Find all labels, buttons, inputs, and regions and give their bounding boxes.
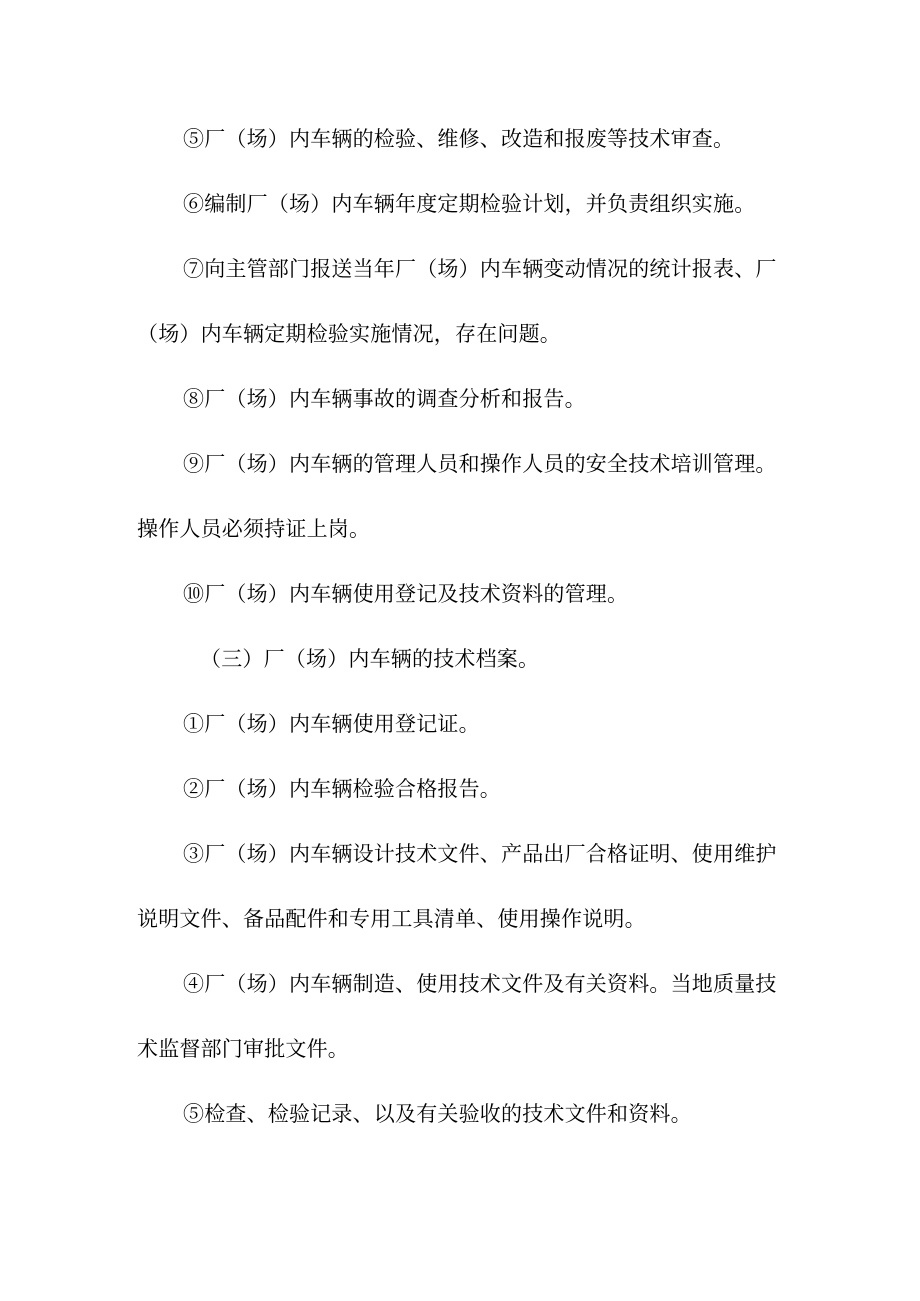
archive-item-5: ⑤检查、检验记录、以及有关验收的技术文件和资料。 <box>183 1102 692 1126</box>
archive-item-3: ③厂（场）内车辆设计技术文件、产品出厂合格证明、使用维护 <box>183 842 777 866</box>
archive-item-1: ①厂（场）内车辆使用登记证。 <box>183 712 480 736</box>
paragraph-item-8-accident: ⑧厂（场）内车辆事故的调查分析和报告。 <box>183 387 586 411</box>
archive-item-3-continuation: 说明文件、备品配件和专用工具清单、使用操作说明。 <box>137 907 646 931</box>
archive-item-4: ④厂（场）内车辆制造、使用技术文件及有关资料。当地质量技 <box>183 972 777 996</box>
paragraph-item-10-registration: ⑩厂（场）内车辆使用登记及技术资料的管理。 <box>183 582 629 606</box>
paragraph-item-9-training: ⑨厂（场）内车辆的管理人员和操作人员的安全技术培训管理。 <box>183 452 777 476</box>
section-heading-technical-archive: （三）厂（场）内车辆的技术档案。 <box>200 647 540 671</box>
paragraph-item-9-continuation: 操作人员必须持证上岗。 <box>137 517 371 541</box>
paragraph-item-5-review: ⑤厂（场）内车辆的检验、维修、改造和报废等技术审查。 <box>183 127 735 151</box>
paragraph-item-7-continuation: （场）内车辆定期检验实施情况，存在问题。 <box>137 322 561 346</box>
archive-item-4-continuation: 术监督部门审批文件。 <box>137 1037 349 1061</box>
paragraph-item-7-report: ⑦向主管部门报送当年厂（场）内车辆变动情况的统计报表、厂 <box>183 257 777 281</box>
archive-item-2: ②厂（场）内车辆检验合格报告。 <box>183 777 501 801</box>
paragraph-item-6-plan: ⑥编制厂（场）内车辆年度定期检验计划，并负责组织实施。 <box>183 192 756 216</box>
